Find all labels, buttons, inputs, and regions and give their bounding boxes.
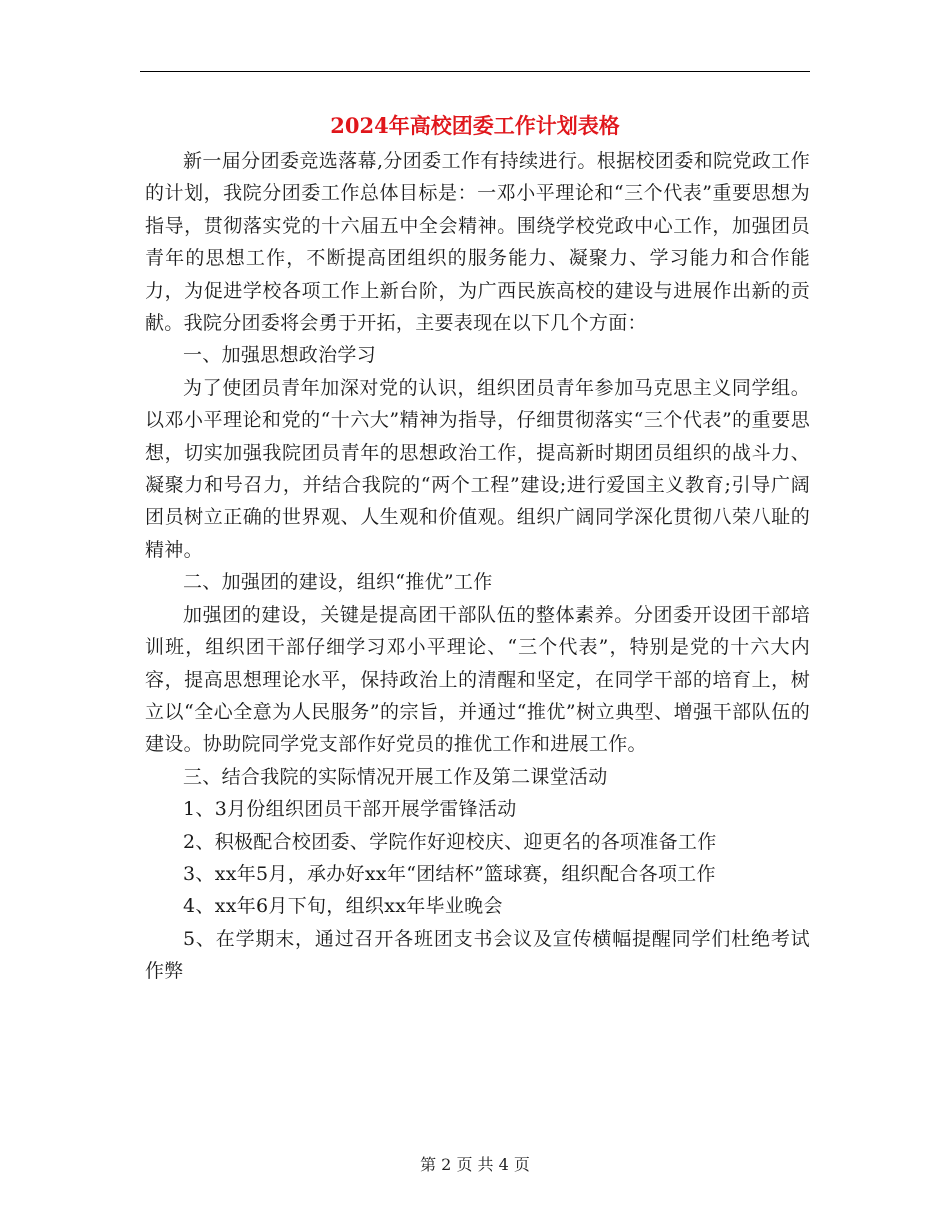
document-title: 2024年高校团委工作计划表格 <box>330 113 620 138</box>
section-heading-1: 一、加强思想政治学习 <box>183 344 377 367</box>
intro-paragraph: 新一届分团委竞选落幕,分团委工作有持续进行。根据校团委和院党政工作的计划，我院分团委工作总体目标是：一邓小平理论和“三个代表”重要思想为指导，贯彻落实党的十六届五中全会精神。围绕学校党政中心工作，加强团员青年的思想工作，不断提高团组织的服务能力、凝聚力、学习能力和合作能力，为促进学校各项工作上新台阶，为广西民族高校的建设与进展作出新的贡献。我院分团委将会勇于开拓，主要表现在以下几个方面： <box>145 150 810 335</box>
header-rule <box>140 71 810 72</box>
section-paragraph-1: 为了使团员青年加深对党的认识，组织团员青年参加马克思主义同学组。以邓小平理论和党的“十六大”精神为指导，仔细贯彻落实“三个代表”的重要思想，切实加强我院团员青年的思想政治工作，提高新时期团员组织的战斗力、凝聚力和号召力，并结合我院的“两个工程”建设;进行爱国主义教育;引导广阔团员树立正确的世界观、人生观和价值观。组织广阔同学深化贯彻八荣八耻的精神。 <box>145 376 810 561</box>
document-body <box>145 145 810 988</box>
section-heading-3: 三、结合我院的实际情况开展工作及第二课堂活动 <box>183 765 608 788</box>
list-item-3: 3、xx年5月，承办好xx年“团结杯”篮球赛，组织配合各项工作 <box>183 862 716 885</box>
list-item-1: 1、3月份组织团员干部开展学雷锋活动 <box>183 798 517 821</box>
section-heading-2: 二、加强团的建设，组织“推优”工作 <box>183 571 493 594</box>
section-paragraph-2: 加强团的建设，关键是提高团干部队伍的整体素养。分团委开设团干部培训班，组织团干部仔细学习邓小平理论、“三个代表”，特别是党的十六大内容，提高思想理论水平，保持政治上的清醒和坚定，在同学干部的培育上，树立以“全心全意为人民服务”的宗旨，并通过“推优”树立典型、增强干部队伍的建设。协助院同学党支部作好党员的推优工作和进展工作。 <box>145 603 810 756</box>
list-item-2: 2、积极配合校团委、学院作好迎校庆、迎更名的各项准备工作 <box>183 830 717 853</box>
list-item-4: 4、xx年6月下旬，组织xx年毕业晚会 <box>183 895 503 918</box>
list-item-5: 5、在学期末，通过召开各班团支书会议及宣传横幅提醒同学们杜绝考试作弊 <box>145 927 810 983</box>
page-number: 第 2 页 共 4 页 <box>420 1155 530 1174</box>
